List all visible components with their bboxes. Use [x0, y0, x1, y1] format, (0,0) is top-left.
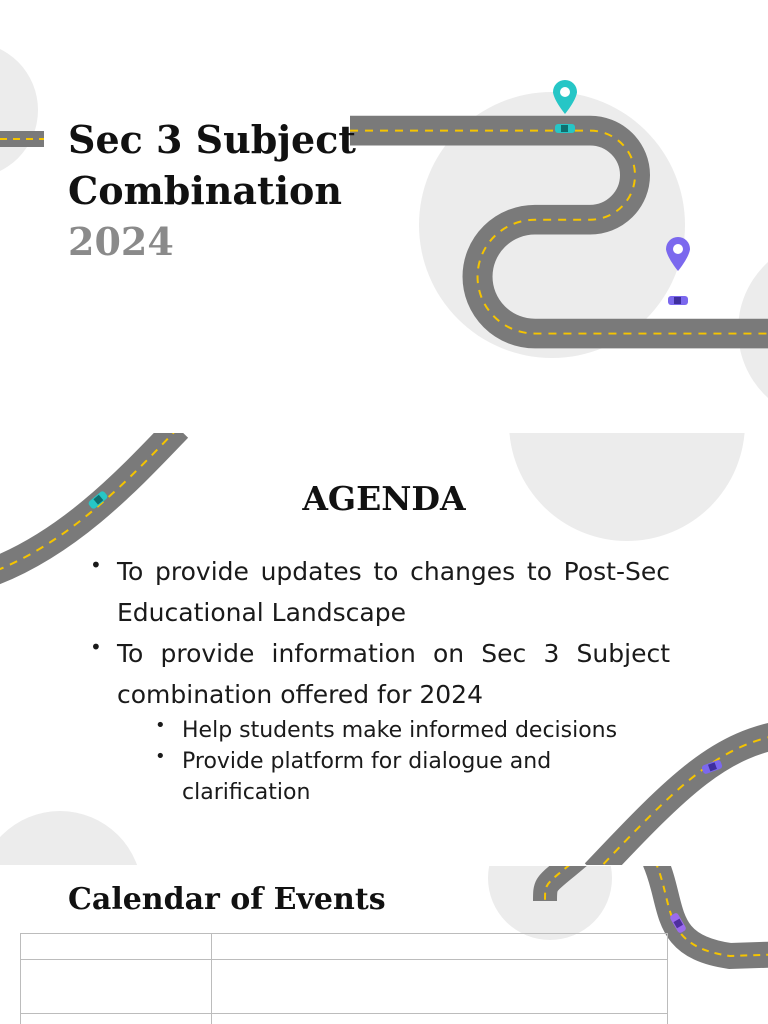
title-year: 2024 [68, 219, 174, 264]
agenda-slide [0, 433, 768, 865]
bg-circle [0, 42, 38, 178]
list-item [90, 551, 670, 633]
car [668, 296, 688, 305]
title-line: Combination [68, 168, 343, 213]
table-row [21, 1014, 668, 1024]
table-cell [21, 934, 212, 960]
list-item [90, 633, 670, 808]
table-cell [212, 934, 668, 960]
sub-list-item: • Help students make informed decisions [155, 715, 670, 746]
events-table [20, 933, 668, 1024]
calendar-heading: Calendar of Events [68, 882, 386, 917]
table-row [21, 960, 668, 1014]
sub-list [117, 715, 670, 808]
table-cell [212, 960, 668, 1014]
page-title [68, 114, 356, 267]
table-cell [21, 1014, 212, 1024]
title-slide [0, 0, 768, 432]
table-cell [21, 960, 212, 1014]
sub-list-item: • Provide platform for dialogue and clarification [155, 746, 670, 808]
table-cell [212, 1014, 668, 1024]
table-row [21, 934, 668, 960]
bg-circle [0, 811, 142, 865]
list-item-text: To provide updates to changes to Post-Sec Educational Landscape [117, 557, 670, 627]
car [555, 124, 575, 133]
list-item-text: To provide information on Sec 3 Subject combination offered for 2024 [117, 639, 670, 709]
agenda-heading: AGENDA [302, 479, 466, 518]
calendar-slide [0, 866, 768, 1024]
agenda-list [90, 551, 670, 808]
title-line: Sec 3 Subject [68, 117, 356, 162]
